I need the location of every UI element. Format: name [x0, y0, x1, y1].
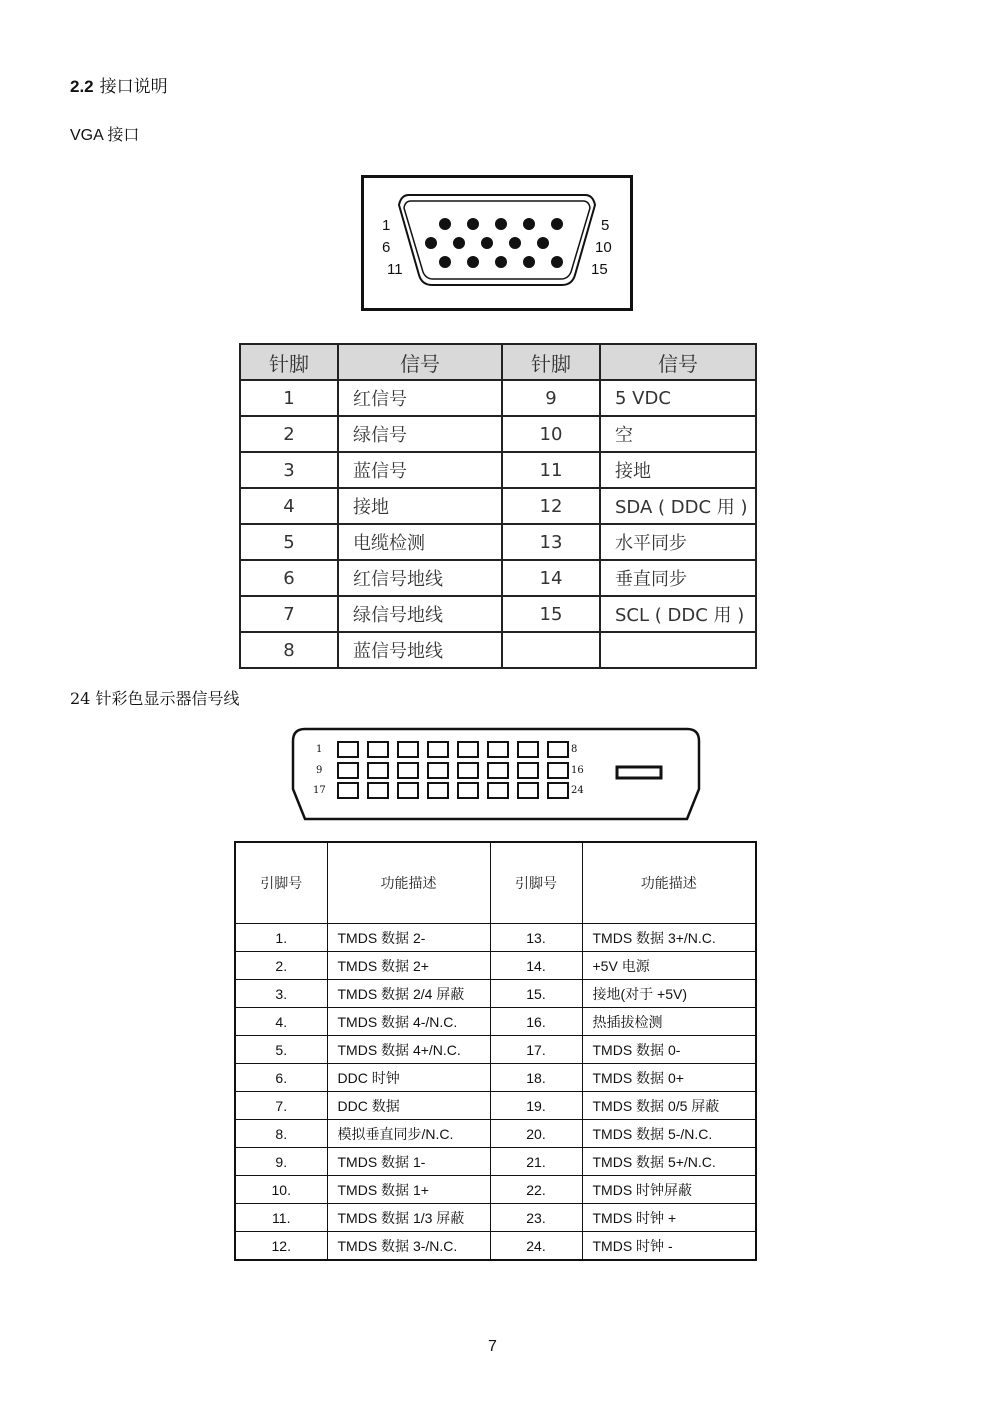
pin-number: 8	[240, 632, 338, 668]
dvi-connector-diagram	[291, 727, 701, 821]
function-description: TMDS 时钟屏蔽	[582, 1176, 756, 1204]
table-row	[235, 1204, 756, 1232]
table-row	[235, 1092, 756, 1120]
column-header: 信号	[600, 344, 756, 380]
table-row	[235, 1232, 756, 1261]
signal-name: 蓝信号	[338, 452, 502, 488]
table-row	[240, 380, 756, 416]
table-row	[240, 560, 756, 596]
pin-number: 4	[240, 488, 338, 524]
function-description: TMDS 数据 1+	[327, 1176, 490, 1204]
vga-pin-label-11: 11	[387, 261, 403, 278]
signal-name: 蓝信号地线	[338, 632, 502, 668]
pin-number: 3	[240, 452, 338, 488]
signal-name: 绿信号	[338, 416, 502, 452]
vga-pin-label-10: 10	[595, 239, 612, 256]
pin-number: 4.	[235, 1008, 327, 1036]
pin-number: 15.	[490, 980, 582, 1008]
pin-number: 6.	[235, 1064, 327, 1092]
dvi-pin-label-9: 9	[316, 765, 323, 776]
pin-number: 2	[240, 416, 338, 452]
table-row	[235, 1120, 756, 1148]
function-description: TMDS 数据 5-/N.C.	[582, 1120, 756, 1148]
function-description: TMDS 数据 4-/N.C.	[327, 1008, 490, 1036]
pin-number: 24.	[490, 1232, 582, 1261]
pin-number: 7.	[235, 1092, 327, 1120]
table-header-row	[240, 344, 756, 380]
function-description: TMDS 时钟 +	[582, 1204, 756, 1232]
pin-number: 14	[502, 560, 600, 596]
vga-pin-label-15: 15	[591, 261, 608, 278]
pin-number: 1.	[235, 924, 327, 952]
table-row	[235, 952, 756, 980]
signal-name: 红信号地线	[338, 560, 502, 596]
pin-number: 11	[502, 452, 600, 488]
pin-number: 12.	[235, 1232, 327, 1261]
table-row	[240, 632, 756, 668]
column-header: 引脚号	[235, 842, 327, 924]
function-description: DDC 时钟	[327, 1064, 490, 1092]
column-header: 引脚号	[490, 842, 582, 924]
vga-connector-diagram	[361, 175, 633, 311]
function-description: TMDS 数据 2+	[327, 952, 490, 980]
function-description: TMDS 数据 2/4 屏蔽	[327, 980, 490, 1008]
pin-number: 9	[502, 380, 600, 416]
pin-number: 10	[502, 416, 600, 452]
column-header: 功能描述	[582, 842, 756, 924]
signal-name: 电缆检测	[338, 524, 502, 560]
pin-number: 21.	[490, 1148, 582, 1176]
pin-number: 20.	[490, 1120, 582, 1148]
table-row	[235, 924, 756, 952]
dvi-pin-label-17: 17	[313, 785, 326, 796]
pin-number: 13	[502, 524, 600, 560]
function-description: TMDS 数据 0/5 屏蔽	[582, 1092, 756, 1120]
table-row	[235, 1008, 756, 1036]
column-header: 针脚	[240, 344, 338, 380]
pin-number: 13.	[490, 924, 582, 952]
pin-number: 15	[502, 596, 600, 632]
column-header: 针脚	[502, 344, 600, 380]
section-title: 接口说明	[99, 77, 168, 97]
table-row	[240, 488, 756, 524]
section-number: 2.2	[70, 77, 94, 96]
vga-pin-label-6: 6	[382, 239, 391, 256]
function-description: TMDS 数据 2-	[327, 924, 490, 952]
pin-number: 23.	[490, 1204, 582, 1232]
page-number: 7	[488, 1338, 497, 1355]
table-row	[240, 596, 756, 632]
table-header-row	[235, 842, 756, 924]
signal-name: 红信号	[338, 380, 502, 416]
vga-pin-table	[239, 343, 757, 669]
column-header: 信号	[338, 344, 502, 380]
pin-number: 22.	[490, 1176, 582, 1204]
table-row	[235, 1148, 756, 1176]
table-row	[240, 452, 756, 488]
pin-number: 3.	[235, 980, 327, 1008]
dvi-pin-label-16: 16	[571, 765, 584, 776]
table-row	[235, 1064, 756, 1092]
pin-number: 14.	[490, 952, 582, 980]
function-description: 模拟垂直同步/N.C.	[327, 1120, 490, 1148]
table-row	[235, 1036, 756, 1064]
signal-name: 5 VDC	[600, 380, 756, 416]
function-description: TMDS 数据 4+/N.C.	[327, 1036, 490, 1064]
pin-number: 9.	[235, 1148, 327, 1176]
pin-number: 5.	[235, 1036, 327, 1064]
pin-number: 1	[240, 380, 338, 416]
function-description: TMDS 数据 0-	[582, 1036, 756, 1064]
vga-pin-label-5: 5	[601, 217, 610, 234]
dvi-pin-label-1: 1	[316, 744, 323, 755]
function-description: +5V 电源	[582, 952, 756, 980]
pin-number: 16.	[490, 1008, 582, 1036]
signal-name: SDA ( DDC 用 )	[600, 488, 756, 524]
pin-number: 5	[240, 524, 338, 560]
pin-number: 6	[240, 560, 338, 596]
signal-name: 接地	[600, 452, 756, 488]
signal-name	[600, 632, 756, 668]
pin-number: 19.	[490, 1092, 582, 1120]
pin-number: 17.	[490, 1036, 582, 1064]
signal-name: 绿信号地线	[338, 596, 502, 632]
pin-number: 7	[240, 596, 338, 632]
table-row	[240, 416, 756, 452]
column-header: 功能描述	[327, 842, 490, 924]
function-description: TMDS 数据 5+/N.C.	[582, 1148, 756, 1176]
signal-name: 空	[600, 416, 756, 452]
vga-pin-label-1: 1	[382, 217, 391, 234]
pin-number	[502, 632, 600, 668]
pin-number: 12	[502, 488, 600, 524]
table-row	[235, 980, 756, 1008]
vga-label: VGA 接口	[70, 127, 140, 144]
function-description: TMDS 数据 0+	[582, 1064, 756, 1092]
section-heading	[70, 72, 168, 97]
pin-number: 2.	[235, 952, 327, 980]
dvi-pin-label-24: 24	[571, 785, 584, 796]
function-description: DDC 数据	[327, 1092, 490, 1120]
pin-number: 11.	[235, 1204, 327, 1232]
pin-number: 8.	[235, 1120, 327, 1148]
dvi-label: 24 针彩色显示器信号线	[70, 689, 240, 708]
pin-number: 18.	[490, 1064, 582, 1092]
signal-name: 接地	[338, 488, 502, 524]
signal-name: 垂直同步	[600, 560, 756, 596]
signal-name: 水平同步	[600, 524, 756, 560]
pin-number: 10.	[235, 1176, 327, 1204]
function-description: 接地(对于 +5V)	[582, 980, 756, 1008]
function-description: 热插拔检测	[582, 1008, 756, 1036]
function-description: TMDS 数据 1-	[327, 1148, 490, 1176]
dvi-pin-table	[234, 841, 757, 1261]
dvi-pin-label-8: 8	[571, 744, 578, 755]
function-description: TMDS 数据 1/3 屏蔽	[327, 1204, 490, 1232]
function-description: TMDS 时钟 -	[582, 1232, 756, 1261]
function-description: TMDS 数据 3-/N.C.	[327, 1232, 490, 1261]
function-description: TMDS 数据 3+/N.C.	[582, 924, 756, 952]
table-row	[240, 524, 756, 560]
table-row	[235, 1176, 756, 1204]
signal-name: SCL ( DDC 用 )	[600, 596, 756, 632]
